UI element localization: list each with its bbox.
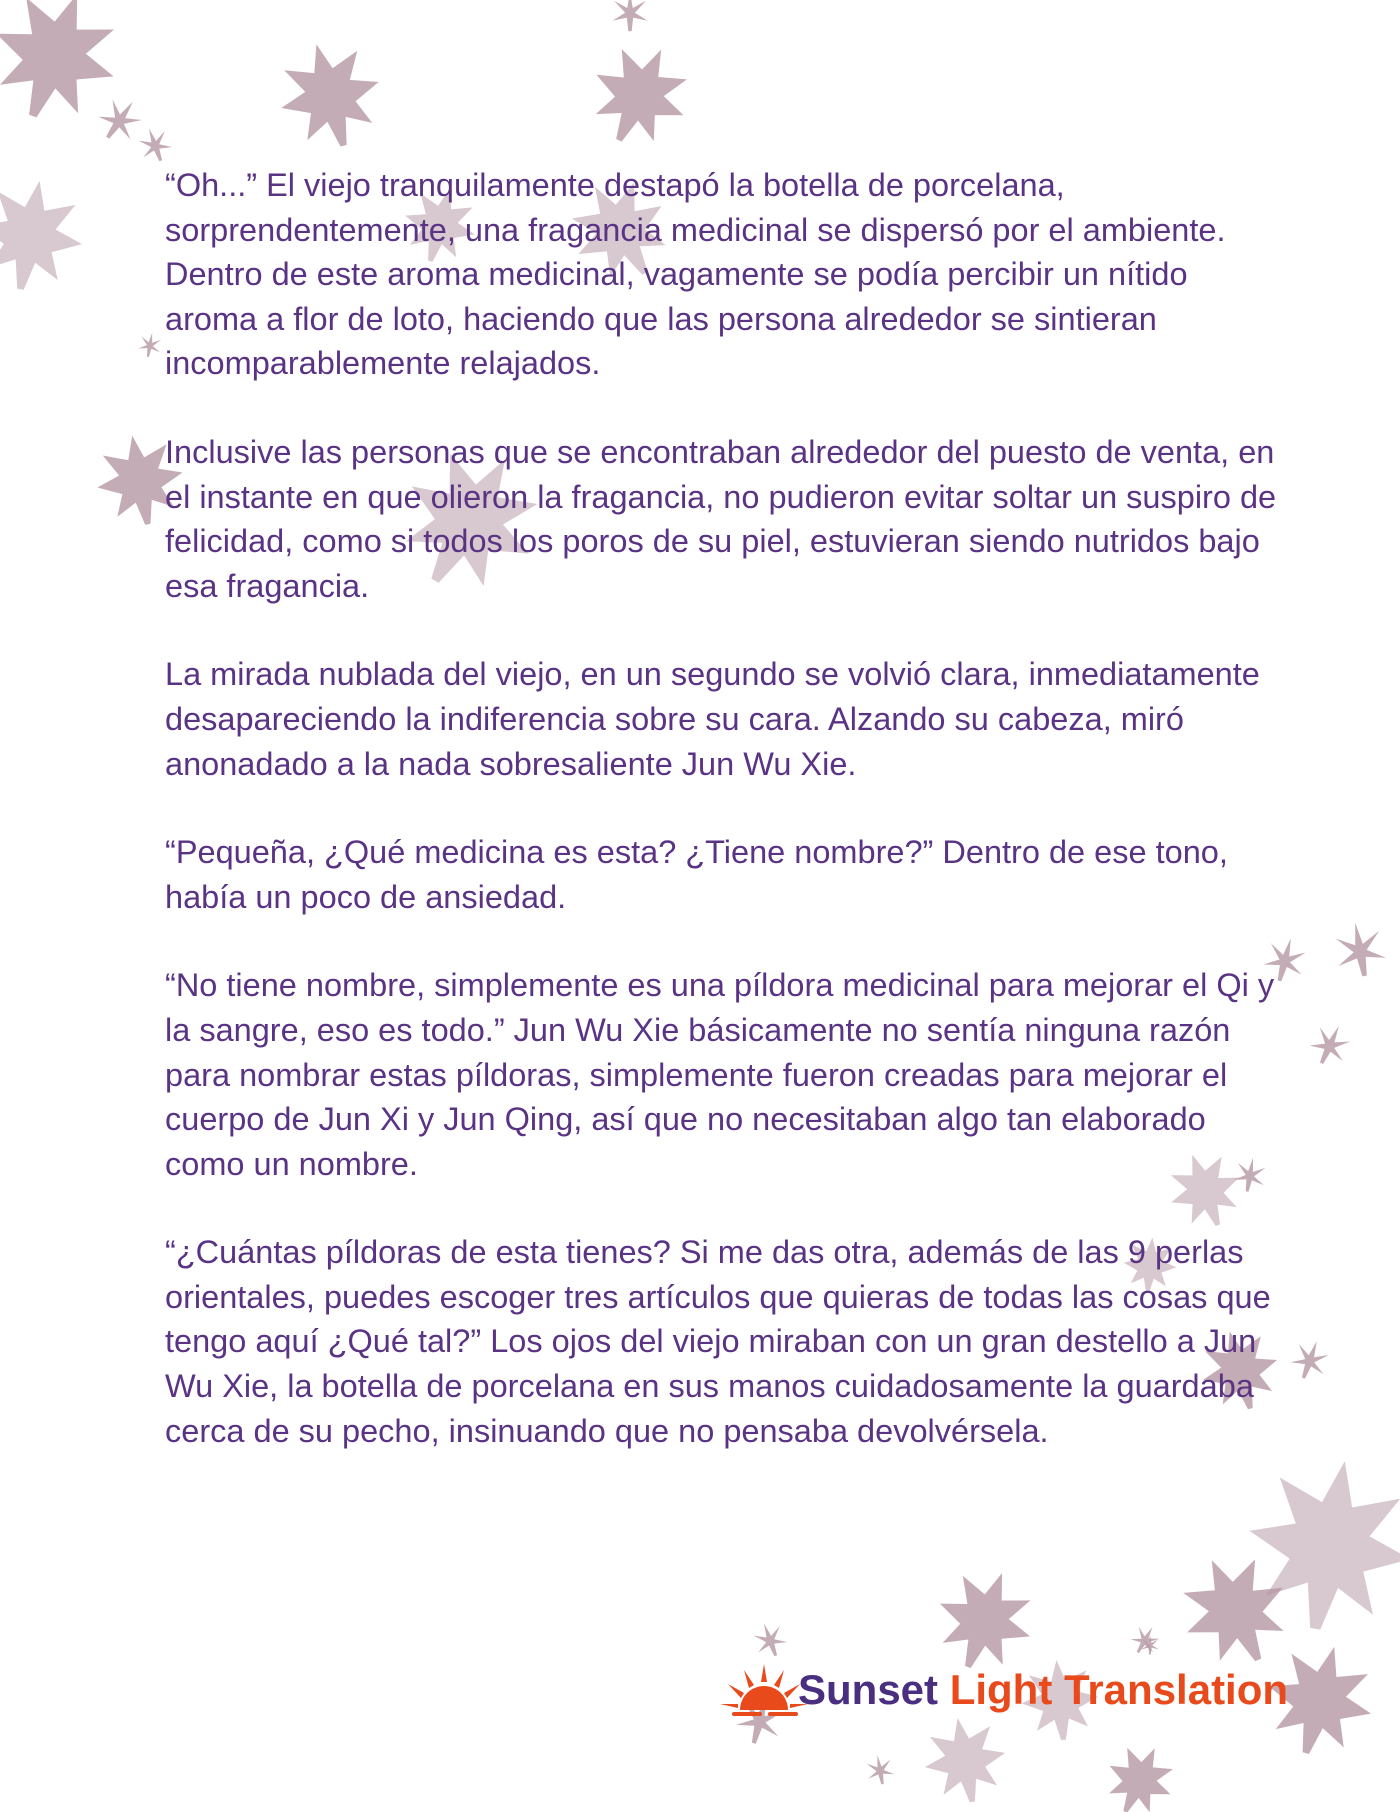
maple-leaf-icon	[1126, 1620, 1164, 1659]
document-body	[165, 163, 1285, 1497]
logo-words-light-translation: Light Translation	[949, 1666, 1289, 1713]
maple-leaf-icon	[1331, 919, 1388, 980]
paragraph: “No tiene nombre, simplemente es una píldora medicinal para mejorar el Qi y la sangre, eso es todo.” Jun Wu Xie básicamente no sentía ninguna razón para nombrar estas píldoras, simplemente fueron creadas para mejorar el cuerpo de Jun Xi y Jun Qing, así que no necesitaban algo tan elaborado como un nombre.	[165, 967, 1275, 1182]
paragraph: “Oh...” El viejo tranquilamente destapó la botella de porcelana, sorprendentemente, una fragancia medicinal se dispersó por el ambiente. Dentro de este aroma medicinal, vagamente se podía percibir un nítido aroma a flor de loto, haciendo que las persona alrededor se sintieran incomparablemente relajados.	[165, 167, 1226, 382]
maple-leaf-icon	[750, 1618, 791, 1661]
paragraph: “Pequeña, ¿Qué medicina es esta? ¿Tiene nombre?” Dentro de ese tono, había un poco de ansiedad.	[165, 834, 1228, 915]
maple-leaf-icon	[91, 90, 149, 149]
maple-leaf-icon	[135, 123, 176, 166]
sunset-sun-icon	[718, 1660, 810, 1720]
maple-leaf-icon	[917, 1711, 1012, 1809]
sunset-light-translation-logo	[718, 1660, 1288, 1720]
maple-leaf-icon	[1095, 1734, 1185, 1812]
maple-leaf-icon	[864, 1753, 895, 1787]
maple-leaf-icon	[268, 31, 393, 159]
logo-word-sunset: Sunset	[798, 1666, 939, 1713]
maple-leaf-icon	[575, 29, 704, 160]
paragraph: Inclusive las personas que se encontraban alrededor del puesto de venta, en el instante en que olieron la fragancia, no pudieron evitar soltar un suspiro de felicidad, como si todos los poros de su piel, estuvieran siendo nutridos bajo esa fragancia.	[165, 433, 1277, 604]
maple-leaf-icon	[0, 172, 92, 299]
maple-leaf-icon	[612, 0, 647, 31]
paragraph: “¿Cuántas píldoras de esta tienes? Si me das otra, además de las 9 perlas orientales, puedes escoger tres artículos que quieras de todas las cosas que tengo aquí ¿Qué tal?” Los ojos del viejo miraban con un gran destello a Jun Wu Xie, la botella de porcelana en sus manos cuidadosamente la guardaba cerca de su pecho, insinuando que no pensaba devolvérsela.	[165, 1234, 1271, 1449]
paragraph: La mirada nublada del viejo, en un segundo se volvió clara, inmediatamente desapareciendo la indiferencia sobre su cara. Alzando su cabeza, miró anonadado a la nada sobresaliente Jun Wu Xie.	[165, 656, 1260, 782]
maple-leaf-icon	[1305, 1018, 1356, 1071]
maple-leaf-icon	[1287, 1335, 1333, 1384]
logo-text	[798, 1666, 1288, 1714]
maple-leaf-icon	[137, 331, 163, 359]
